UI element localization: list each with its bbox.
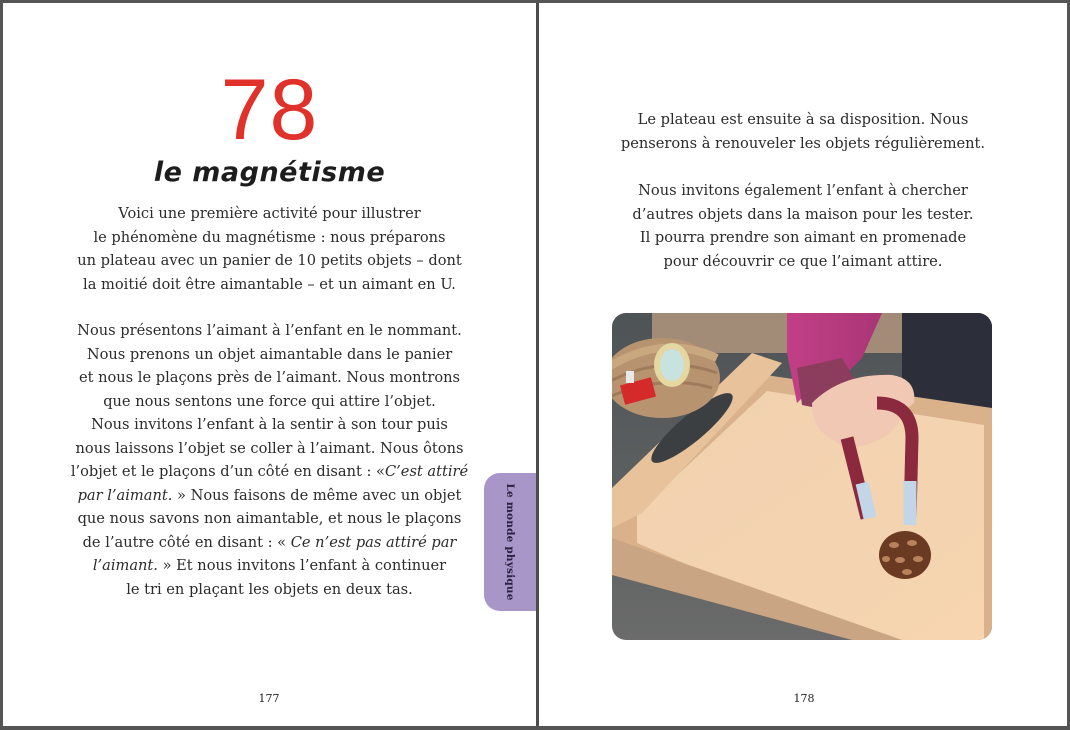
text-line — [3, 554, 536, 578]
quote-italic: par l’aimant. — [77, 486, 173, 504]
text-line: Nous invitons également l’enfant à chercher — [638, 182, 968, 199]
text-segment: l’objet et le plaçons d’un côté en disant : « — [70, 463, 385, 480]
magnet-activity-photo — [612, 313, 992, 640]
text-line — [3, 484, 536, 508]
activity-number: 78 — [220, 62, 319, 158]
text-segment: » Nous faisons de même avec un objet — [172, 486, 462, 504]
text-line: la moitié doit être aimantable – et un aimant en U. — [83, 275, 456, 293]
photo-illustration — [612, 313, 992, 640]
right-page — [539, 3, 1067, 726]
left-page — [3, 3, 536, 726]
text-line: Voici une première activité pour illustrer — [118, 205, 421, 222]
text-line: nous laissons l’objet se coller à l’aimant. Nous ôtons — [75, 439, 464, 457]
text-segment: de l’autre côté en disant : « — [82, 533, 291, 551]
text-line: Le plateau est ensuite à sa disposition. Nous — [637, 111, 969, 128]
text-line: penserons à renouveler les objets régulièrement. — [620, 134, 986, 152]
text-line: que nous savons non aimantable, et nous le plaçons — [77, 510, 462, 527]
text-line: le tri en plaçant les objets en deux tas. — [126, 580, 413, 598]
page-number-right: 178 — [793, 692, 815, 705]
text-line: que nous sentons une force qui attire l’objet. — [103, 392, 436, 410]
section-tab — [484, 473, 536, 611]
text-line: et nous le plaçons près de l’aimant. Nous montrons — [78, 369, 461, 386]
text-line: pour découvrir ce que l’aimant attire. — [663, 252, 943, 270]
quote-italic: Ce n’est pas attiré par — [290, 533, 457, 551]
text-line: le phénomène du magnétisme : nous préparons — [93, 228, 446, 246]
text-line: d’autres objets dans la maison pour les tester. — [632, 205, 974, 223]
text-line: Nous présentons l’aimant à l’enfant en le nommant. — [77, 322, 462, 339]
text-line — [3, 460, 536, 484]
text-line: Nous invitons l’enfant à la sentir à son tour puis — [91, 416, 448, 433]
page-number-left: 177 — [258, 692, 280, 705]
book-spread — [3, 3, 1067, 726]
text-line — [3, 531, 536, 555]
procedure-paragraph — [3, 319, 536, 601]
text-segment: » Et nous invitons l’enfant à continuer — [157, 557, 447, 574]
availability-paragraph — [539, 108, 1067, 155]
intro-paragraph — [3, 202, 536, 296]
text-line: Nous prenons un objet aimantable dans le panier — [86, 345, 453, 363]
quote-italic: C’est attiré — [385, 463, 469, 480]
text-line: Il pourra prendre son aimant en promenade — [639, 229, 967, 246]
text-line: un plateau avec un panier de 10 petits objets – dont — [77, 252, 462, 269]
extension-paragraph — [539, 179, 1067, 273]
quote-italic: l’aimant. — [92, 557, 158, 574]
activity-title: le magnétisme — [153, 157, 386, 188]
section-tab-label: Le monde physique — [504, 483, 516, 601]
